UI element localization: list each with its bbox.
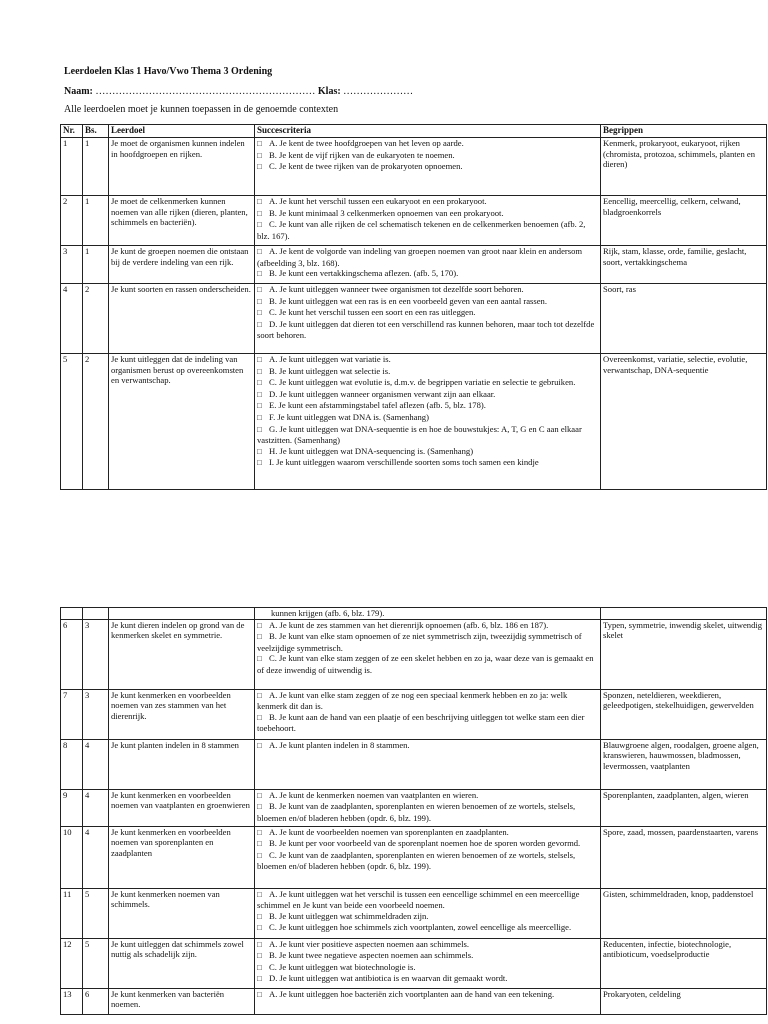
criterion-item — [257, 889, 598, 911]
criterion-text: B. Je kunt aan de hand van een plaatje of een beschrijving uitleggen tot welke stam een dier toebehoort. — [257, 711, 585, 734]
name-dots: ………………………………………………………… — [95, 86, 316, 97]
checkbox-icon[interactable]: □ — [257, 208, 262, 218]
row-bs: 1 — [83, 246, 109, 284]
checkbox-icon[interactable]: □ — [257, 974, 262, 984]
checkbox-icon[interactable]: □ — [257, 285, 262, 294]
row-bs: 3 — [83, 619, 109, 689]
checkbox-icon[interactable]: □ — [257, 366, 262, 376]
criterion-item — [257, 268, 598, 280]
criterion-text: B. Je kunt uitleggen wat schimmeldraden zijn. — [269, 910, 429, 921]
row-succescriteria — [255, 284, 601, 354]
row-bs: 4 — [83, 826, 109, 888]
header-bs: Bs. — [83, 125, 109, 138]
checkbox-icon[interactable]: □ — [257, 951, 262, 961]
checkbox-icon[interactable]: □ — [257, 378, 262, 388]
row-succescriteria — [255, 619, 601, 689]
row-begrippen: Reducenten, infectie, biotechnologie, antibioticum, voedselproductie — [601, 938, 767, 988]
checkbox-icon[interactable]: □ — [257, 458, 262, 468]
criterion-text: A. Je kunt planten indelen in 8 stammen. — [269, 739, 410, 750]
criterion-text: H. Je kunt uitleggen wat DNA-sequencing is. (Samenhang) — [269, 445, 474, 456]
checkbox-icon[interactable]: □ — [257, 197, 262, 206]
table-row — [61, 354, 767, 490]
row-leerdoel: Je kunt soorten en rassen onderscheiden. — [109, 284, 255, 354]
criterion-item — [257, 911, 598, 923]
criterion-item — [257, 850, 598, 872]
checkbox-icon[interactable]: □ — [257, 850, 262, 860]
goals-table-page2 — [60, 607, 767, 1015]
criterion-text: C. Je kunt uitleggen hoe schimmels zich voortplanten, zowel eencellige als meercellige. — [269, 922, 572, 933]
row-begrippen: Soort, ras — [601, 284, 767, 354]
class-dots: ………………… — [343, 86, 414, 97]
checkbox-icon[interactable]: □ — [257, 827, 262, 837]
criterion-item — [257, 366, 598, 378]
checkbox-icon[interactable]: □ — [257, 690, 262, 700]
criterion-item — [257, 284, 598, 296]
criterion-item — [257, 150, 598, 162]
checkbox-icon[interactable]: □ — [257, 740, 262, 750]
criterion-item — [257, 838, 598, 850]
checkbox-icon[interactable]: □ — [257, 790, 262, 800]
criterion-item — [257, 962, 598, 974]
row-begrippen: Prokaryoten, celdeling — [601, 988, 767, 1014]
criterion-text: B. Je kunt van elke stam opnoemen of ze niet symmetrisch zijn, tweezijdig symmetrisch of veelzijdige symmetrisch. — [257, 631, 582, 653]
criterion-item — [257, 989, 598, 1001]
criterion-text: A. Je kunt de voorbeelden noemen van sporenplanten en zaadplanten. — [269, 826, 509, 837]
criterion-item — [257, 138, 598, 150]
criterion-item — [257, 973, 598, 985]
checkbox-icon[interactable]: □ — [257, 139, 262, 148]
criterion-item — [257, 712, 598, 734]
criterion-item — [257, 740, 598, 752]
table-row — [61, 826, 767, 888]
row-begrippen: Kenmerk, prokaryoot, eukaryoot, rijken (chromista, protozoa, schimmels, planten en dieren) — [601, 138, 767, 196]
criterion-text: A. Je kunt het verschil tussen een eukaryoot en een prokaryoot. — [269, 196, 487, 206]
row-nr: 3 — [61, 246, 83, 284]
checkbox-icon[interactable]: □ — [257, 889, 262, 899]
row-leerdoel: Je moet de celkenmerken kunnen noemen van alle rijken (dieren, planten, schimmels en bacteriën). — [109, 196, 255, 246]
criterion-item — [257, 631, 598, 653]
checkbox-icon[interactable]: □ — [257, 150, 262, 160]
row-bs: 3 — [83, 689, 109, 739]
row-nr: 4 — [61, 284, 83, 354]
checkbox-icon[interactable]: □ — [257, 401, 262, 411]
row-bs: 5 — [83, 938, 109, 988]
row-leerdoel: Je moet de organismen kunnen indelen in hoofdgroepen en rijken. — [109, 138, 255, 196]
row-nr: 8 — [61, 739, 83, 789]
table-header-row — [61, 125, 767, 138]
criterion-text: C. Je kent de twee rijken van de prokaryoten opnoemen. — [269, 161, 463, 172]
criterion-text: B. Je kunt uitleggen wat een ras is en een voorbeeld geven van een aantal rassen. — [269, 295, 548, 306]
criterion-text: A. Je kunt uitleggen wat het verschil is tussen een eencellige schimmel en een meercellige schimmel en Je kunt van beide een voorbeeld noemen. — [257, 888, 580, 911]
continuation-text: kunnen krijgen (afb. 6, blz. 179). — [255, 608, 601, 620]
row-succescriteria — [255, 739, 601, 789]
name-class-line — [64, 86, 413, 97]
criterion-text: B. Je kunt een vertakkingschema aflezen. (afb. 5, 170). — [269, 268, 459, 279]
table-row — [61, 246, 767, 284]
checkbox-icon[interactable]: □ — [257, 911, 262, 921]
row-begrippen: Gisten, schimmeldraden, knop, paddenstoel — [601, 888, 767, 938]
checkbox-icon[interactable]: □ — [257, 620, 262, 630]
row-bs: 1 — [83, 138, 109, 196]
criterion-item — [257, 457, 598, 469]
criterion-text: A. Je kent de volgorde van indeling van groepen noemen van groot naar klein en andersom (afbeelding 3, blz. 168). — [257, 246, 583, 268]
table-row — [61, 988, 767, 1014]
header-leerdoel: Leerdoel — [109, 125, 255, 138]
header-succescriteria: Succescriteria — [255, 125, 601, 138]
row-leerdoel: Je kunt kenmerken en voorbeelden noemen van zes stammen van het dierenrijk. — [109, 689, 255, 739]
row-leerdoel: Je kunt uitleggen dat de indeling van organismen berust op overeenkomsten en verwantschap. — [109, 354, 255, 490]
criterion-item — [257, 790, 598, 802]
criterion-text: E. Je kunt een afstammingstabel tafel aflezen (afb. 5, blz. 178). — [269, 400, 486, 411]
criterion-text: A. Je kunt van elke stam zeggen of ze nog een speciaal kenmerk hebben en zo ja: welk kenmerk dit dan is. — [257, 689, 568, 712]
row-leerdoel: Je kunt uitleggen dat schimmels zowel nuttig als schadelijk zijn. — [109, 938, 255, 988]
row-bs: 4 — [83, 789, 109, 826]
criterion-item — [257, 246, 598, 268]
row-begrippen: Overeenkomst, variatie, selectie, evolutie, verwantschap, DNA-sequentie — [601, 354, 767, 490]
row-bs: 2 — [83, 354, 109, 490]
criterion-item — [257, 690, 598, 712]
criterion-item — [257, 446, 598, 458]
criterion-item — [257, 922, 598, 934]
row-succescriteria — [255, 988, 601, 1014]
criterion-item — [257, 801, 598, 823]
row-leerdoel: Je kunt dieren indelen op grond van de kenmerken skelet en symmetrie. — [109, 619, 255, 689]
row-nr: 7 — [61, 689, 83, 739]
row-succescriteria — [255, 789, 601, 826]
row-succescriteria — [255, 826, 601, 888]
table-row — [61, 888, 767, 938]
checkbox-icon[interactable]: □ — [257, 220, 262, 230]
checkbox-icon[interactable]: □ — [257, 802, 262, 812]
row-nr: 10 — [61, 826, 83, 888]
criterion-text: C. Je kunt uitleggen wat evolutie is, d.m.v. de begrippen variatie en selectie te gebruiken. — [269, 377, 576, 388]
row-succescriteria — [255, 888, 601, 938]
row-begrippen: Eencellig, meercellig, celkern, celwand, bladgroenkorrels — [601, 196, 767, 246]
criterion-item — [257, 412, 598, 424]
criterion-text: A. Je kunt uitleggen wanneer twee organismen tot dezelfde soort behoren. — [269, 284, 524, 294]
criterion-text: B. Je kunt per voor voorbeeld van de sporenplant noemen hoe de sporen worden gevormd. — [269, 838, 581, 849]
checkbox-icon[interactable]: □ — [257, 247, 262, 256]
criterion-item — [257, 950, 598, 962]
checkbox-icon[interactable]: □ — [257, 632, 262, 642]
checkbox-icon[interactable]: □ — [257, 839, 262, 849]
table-row — [61, 138, 767, 196]
checkbox-icon[interactable]: □ — [257, 446, 262, 456]
criterion-text: A. Je kunt de zes stammen van het dierenrijk opnoemen (afb. 6, blz. 186 en 187). — [269, 619, 549, 630]
criterion-item — [257, 400, 598, 412]
row-bs: 5 — [83, 888, 109, 938]
row-begrippen: Sponzen, neteldieren, weekdieren, geleedpotigen, stekelhuidigen, gewervelden — [601, 689, 767, 739]
goals-table-page1 — [60, 124, 767, 490]
criterion-item — [257, 620, 598, 632]
row-succescriteria — [255, 354, 601, 490]
criterion-text: D. Je kunt uitleggen wanneer organismen verwant zijn aan elkaar. — [269, 388, 496, 399]
criterion-text: C. Je kunt van alle rijken de cel schematisch tekenen en de celkenmerken benoemen (afb. 2, blz. 167). — [257, 219, 586, 241]
criterion-item — [257, 424, 598, 446]
row-nr: 2 — [61, 196, 83, 246]
criterion-item — [257, 319, 598, 341]
row-succescriteria — [255, 938, 601, 988]
criterion-item — [257, 296, 598, 308]
row-begrippen: Rijk, stam, klasse, orde, familie, geslacht, soort, vertakkingschema — [601, 246, 767, 284]
row-succescriteria — [255, 138, 601, 196]
row-nr: 5 — [61, 354, 83, 490]
criterion-item — [257, 196, 598, 208]
checkbox-icon[interactable]: □ — [257, 308, 262, 318]
criterion-text: D. Je kunt uitleggen dat dieren tot een verschillend ras kunnen behoren, maar toch tot dezelfde soort behoren. — [257, 318, 595, 341]
row-leerdoel: Je kunt kenmerken en voorbeelden noemen van sporenplanten en zaadplanten — [109, 826, 255, 888]
row-leerdoel: Je kunt planten indelen in 8 stammen — [109, 739, 255, 789]
table-row — [61, 284, 767, 354]
checkbox-icon[interactable]: □ — [257, 424, 262, 434]
row-nr: 12 — [61, 938, 83, 988]
header-begrippen: Begrippen — [601, 125, 767, 138]
criterion-text: C. Je kunt van de zaadplanten, sporenplanten en wieren benoemen of ze wortels, stelsels, bloemen en/of bladeren hebben (opdr. 6, blz. 199). — [257, 849, 576, 872]
checkbox-icon[interactable]: □ — [257, 389, 262, 399]
criterion-text: C. Je kunt van elke stam zeggen of ze een skelet hebben en zo ja, waar deze van is gemaakt en of deze inwendig of uitwendig is. — [257, 653, 594, 675]
checkbox-icon[interactable]: □ — [257, 923, 262, 933]
row-nr: 6 — [61, 619, 83, 689]
criterion-item — [257, 307, 598, 319]
criterion-item — [257, 653, 598, 675]
criterion-text: D. Je kunt uitleggen wat antibiotica is en waarvan dit gemaakt wordt. — [269, 973, 508, 984]
row-leerdoel: Je kunt kenmerken noemen van schimmels. — [109, 888, 255, 938]
name-label: Naam: — [64, 86, 93, 97]
criterion-text: C. Je kunt het verschil tussen een soort en een ras uitleggen. — [269, 307, 476, 318]
checkbox-icon[interactable]: □ — [257, 412, 262, 422]
class-label: Klas: — [317, 86, 341, 97]
checkbox-icon[interactable]: □ — [257, 269, 262, 279]
criterion-text: C. Je kunt uitleggen wat biotechnologie is. — [269, 961, 416, 972]
criterion-item — [257, 208, 598, 220]
criterion-text: B. Je kunt twee negatieve aspecten noemen aan schimmels. — [269, 950, 474, 961]
row-succescriteria — [255, 196, 601, 246]
criterion-text: B. Je kunt minimaal 3 celkenmerken opnoemen van een prokaryoot. — [269, 207, 504, 218]
row-begrippen: Spore, zaad, mossen, paardenstaarten, varens — [601, 826, 767, 888]
row-begrippen: Blauwgroene algen, roodalgen, groene algen, kranswieren, hauwmossen, bladmossen, levermossen, vaatplanten — [601, 739, 767, 789]
criterion-text: A. Je kunt uitleggen hoe bacteriën zich voortplanten aan de hand van een tekening. — [269, 988, 555, 999]
criterion-text: G. Je kunt uitleggen wat DNA-sequentie is en hoe de bouwstukjes: A, T, G en C aan elkaar vastzitten. (Samenhang) — [257, 423, 582, 446]
row-nr: 1 — [61, 138, 83, 196]
row-nr: 9 — [61, 789, 83, 826]
checkbox-icon[interactable]: □ — [257, 654, 262, 664]
criterion-text: I. Je kunt uitleggen waarom verschillende soorten soms toch samen een kindje — [269, 457, 539, 468]
checkbox-icon[interactable]: □ — [257, 962, 262, 972]
table-row — [61, 789, 767, 826]
criterion-item — [257, 827, 598, 839]
row-bs: 2 — [83, 284, 109, 354]
continuation-row — [61, 608, 767, 620]
row-leerdoel: Je kunt kenmerken en voorbeelden noemen van vaatplanten en groenwieren — [109, 789, 255, 826]
row-leerdoel: Je kunt de groepen noemen die ontstaan bij de verdere indeling van een rijk. — [109, 246, 255, 284]
checkbox-icon[interactable]: □ — [257, 939, 262, 949]
row-succescriteria — [255, 246, 601, 284]
criterion-text: B. Je kunt van de zaadplanten, sporenplanten en wieren benoemen of ze wortels, stelsels, bloemen en/of bladeren hebben (opdr. 6, blz. 199). — [257, 801, 576, 823]
header-nr: Nr. — [61, 125, 83, 138]
row-bs: 1 — [83, 196, 109, 246]
criterion-item — [257, 219, 598, 241]
criterion-text: B. Je kunt uitleggen wat selectie is. — [269, 365, 391, 376]
row-begrippen: Typen, symmetrie, inwendig skelet, uitwendig skelet — [601, 619, 767, 689]
criterion-text: A. Je kent de twee hoofdgroepen van het leven op aarde. — [269, 138, 464, 148]
checkbox-icon[interactable]: □ — [257, 712, 262, 722]
criterion-text: A. Je kunt vier positieve aspecten noemen aan schimmels. — [269, 938, 469, 949]
row-nr: 11 — [61, 888, 83, 938]
table-row — [61, 739, 767, 789]
checkbox-icon[interactable]: □ — [257, 296, 262, 306]
checkbox-icon[interactable]: □ — [257, 319, 262, 329]
row-bs: 4 — [83, 739, 109, 789]
criterion-item — [257, 354, 598, 366]
table-row — [61, 196, 767, 246]
criterion-text: F. Je kunt uitleggen wat DNA is. (Samenhang) — [269, 411, 429, 422]
criterion-item — [257, 377, 598, 389]
row-bs: 6 — [83, 988, 109, 1014]
checkbox-icon[interactable]: □ — [257, 162, 262, 172]
criterion-text: A. Je kunt de kenmerken noemen van vaatplanten en wieren. — [269, 789, 479, 800]
document-title: Leerdoelen Klas 1 Havo/Vwo Thema 3 Ordening — [64, 66, 273, 77]
row-leerdoel: Je kunt kenmerken van bacteriën noemen. — [109, 988, 255, 1014]
table-row — [61, 938, 767, 988]
criterion-item — [257, 389, 598, 401]
checkbox-icon[interactable]: □ — [257, 989, 262, 999]
table-row — [61, 619, 767, 689]
row-begrippen: Sporenplanten, zaadplanten, algen, wieren — [601, 789, 767, 826]
criterion-item — [257, 161, 598, 173]
table-row — [61, 689, 767, 739]
checkbox-icon[interactable]: □ — [257, 355, 262, 364]
criterion-text: A. Je kunt uitleggen wat variatie is. — [269, 354, 391, 364]
row-succescriteria — [255, 689, 601, 739]
intro-text: Alle leerdoelen moet je kunnen toepassen in de genoemde contexten — [64, 104, 339, 115]
criterion-text: B. Je kent de vijf rijken van de eukaryoten te noemen. — [269, 149, 455, 160]
row-nr: 13 — [61, 988, 83, 1014]
criterion-item — [257, 939, 598, 951]
